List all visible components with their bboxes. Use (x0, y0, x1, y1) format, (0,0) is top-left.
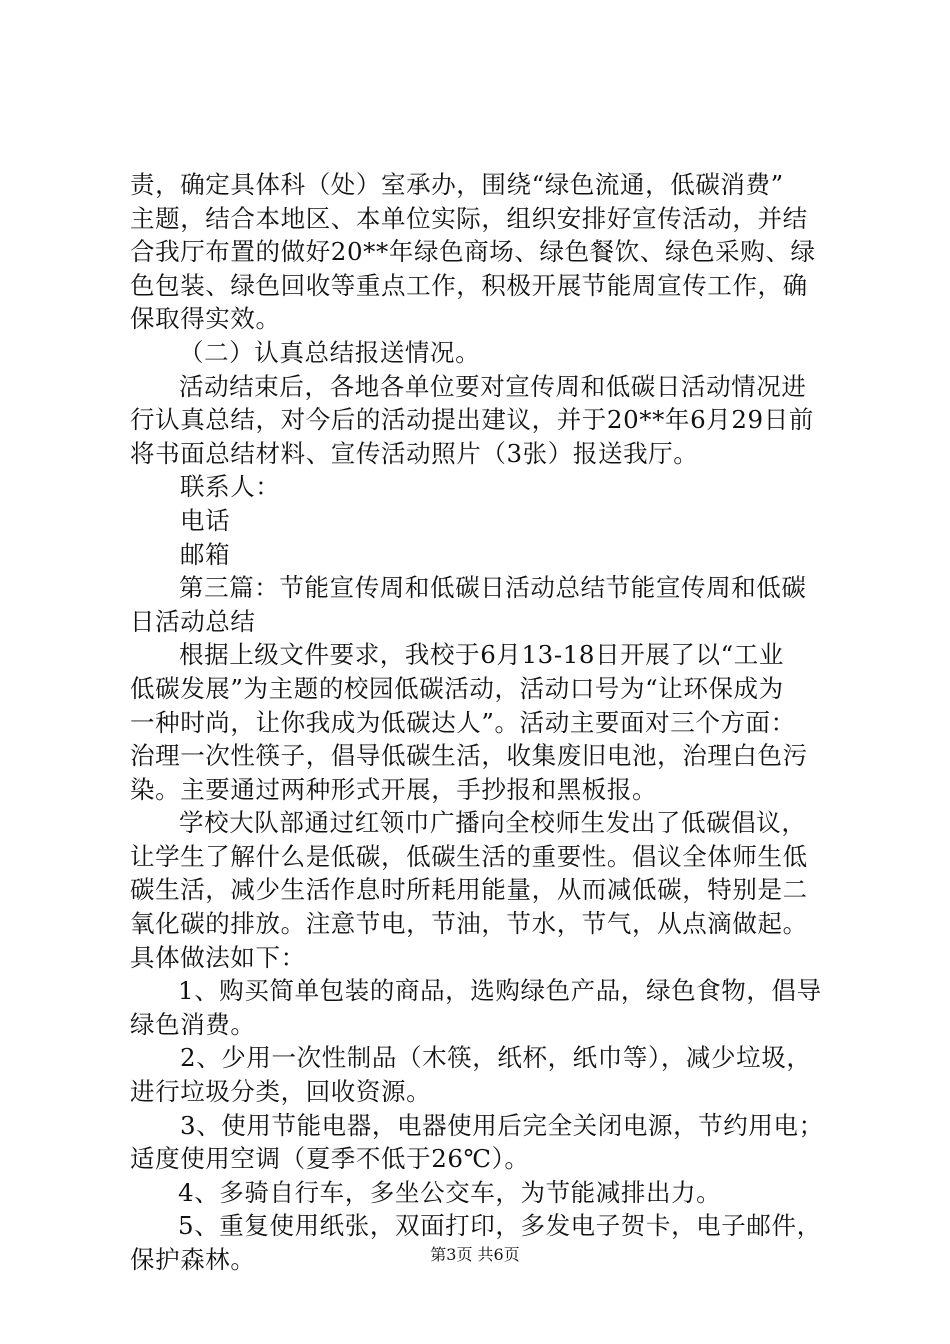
email-label: 邮箱 (180, 539, 231, 569)
chapter-title: 第三篇：节能宣传周和低碳日活动总结节能宣传周和低碳 (179, 573, 807, 603)
body-line: 根据上级文件要求，我校于6月13-18日开展了以“工业 (179, 640, 784, 670)
list-item: 3、使用节能电器，电器使用后完全关闭电源，节约用电； (180, 1110, 824, 1140)
section-heading: （二）认真总结报送情况。 (179, 337, 481, 367)
body-line: 合我厅布置的做好20**年绿色商场、绿色餐饮、绿色采购、绿 (130, 237, 816, 267)
body-line: 保取得实效。 (130, 304, 281, 334)
list-item: 2、少用一次性制品（木筷，纸杯，纸巾等），减少垃圾， (180, 1043, 812, 1073)
body-line: 活动结束后，各地各单位要对宣传周和低碳日活动情况进 (179, 371, 807, 401)
list-item: 1、购买简单包装的商品，选购绿色产品，绿色食物，倡导 (178, 976, 822, 1006)
phone-label: 电话 (180, 505, 231, 535)
body-line: 具体做法如下： (130, 942, 306, 972)
body-line: 责，确定具体科（处）室承办，围绕“绿色流通，低碳消费” (130, 170, 784, 199)
body-line: 氧化碳的排放。注意节电，节油，节水，节气，从点滴做起。 (130, 909, 808, 939)
body-line: 色包装、绿色回收等重点工作，积极开展节能周宣传工作，确 (130, 270, 808, 300)
body-line: 行认真总结，对今后的活动提出建议，并于20**年6月29日前 (130, 405, 814, 435)
list-item-continued: 适度使用空调（夏季不低于26℃）。 (130, 1144, 530, 1174)
body-line: 低碳发展”为主题的校园低碳活动，活动口号为“让环保成为 (130, 673, 784, 703)
list-item: 4、多骑自行车，多坐公交车，为节能减排出力。 (178, 1177, 722, 1207)
body-line: 主题，结合本地区、本单位实际，组织安排好宣传活动，并结 (130, 203, 808, 233)
list-item-continued: 进行垃圾分类，回收资源。 (130, 1077, 432, 1107)
body-line: 学校大队部通过红领巾广播向全校师生发出了低碳倡议， (179, 808, 807, 838)
body-line: 让学生了解什么是低碳，低碳生活的重要性。倡议全体师生低 (130, 841, 808, 871)
chapter-title-continued: 日活动总结 (130, 606, 256, 636)
list-item: 5、重复使用纸张，双面打印，多发电子贺卡，电子邮件， (178, 1211, 822, 1241)
body-line: 将书面总结材料、宣传活动照片（3张）报送我厅。 (130, 438, 699, 468)
body-line: 染。主要通过两种形式开展，手抄报和黑板报。 (130, 774, 658, 804)
contact-person-label: 联系人： (180, 472, 281, 502)
document-body (130, 168, 830, 1277)
page-indicator: 第3页 共6页 (430, 1245, 520, 1264)
list-item-continued: 绿色消费。 (130, 1009, 256, 1039)
body-line: 一种时尚，让你我成为低碳达人”。活动主要面对三个方面： (130, 707, 796, 737)
list-item-continued: 保护森林。 (130, 1245, 256, 1274)
body-line: 治理一次性筷子，倡导低碳生活，收集废旧电池，治理白色污 (130, 741, 808, 771)
body-line: 碳生活，减少生活作息时所耗用能量，从而减低碳，特别是二 (130, 875, 808, 905)
